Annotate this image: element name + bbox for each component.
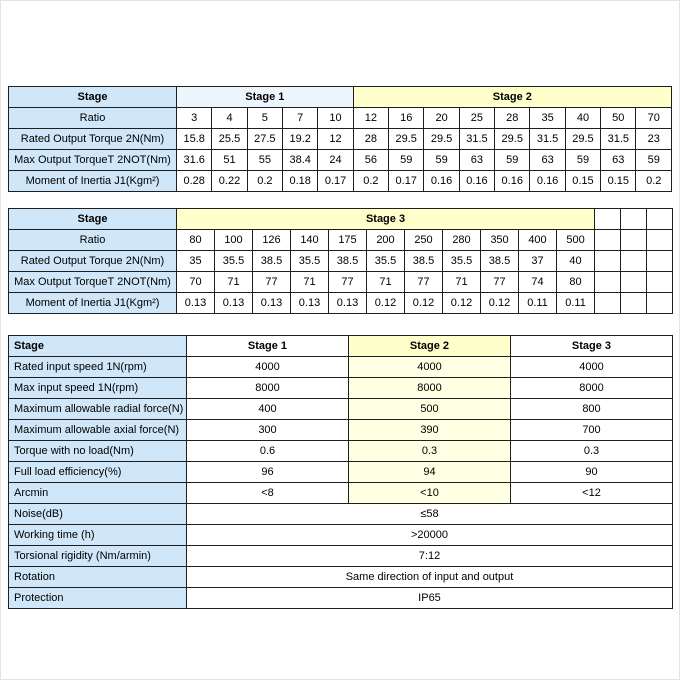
spec-value-cell: 28	[353, 129, 388, 150]
empty-cell	[647, 209, 673, 230]
spec-value-cell: 28	[495, 108, 530, 129]
spec-value-cell: 40	[557, 251, 595, 272]
stage-column-header: Stage	[9, 209, 177, 230]
spec-value-cell: 71	[443, 272, 481, 293]
spec-value-cell: 40	[565, 108, 600, 129]
spec-value-cell: 37	[519, 251, 557, 272]
spec-value-cell: 31.5	[459, 129, 494, 150]
spec-value-cell: 24	[318, 150, 353, 171]
spec-value-cell: 59	[565, 150, 600, 171]
empty-cell	[621, 230, 647, 251]
spec-row-label: Rotation	[9, 567, 187, 588]
spec-value-cell: 0.12	[367, 293, 405, 314]
spec-value-cell: 63	[530, 150, 565, 171]
spec-value-cell: 56	[353, 150, 388, 171]
spec-row-label: Rated Output Torque 2N(Nm)	[9, 129, 177, 150]
spec-value-cell: 0.12	[481, 293, 519, 314]
spec-value-cell: 71	[215, 272, 253, 293]
table-row	[9, 483, 673, 504]
spec-value-cell: 300	[187, 420, 349, 441]
spec-row-label: Max Output TorqueT 2NOT(Nm)	[9, 150, 177, 171]
spec-value-cell: 71	[291, 272, 329, 293]
spec-value-cell: 29.5	[495, 129, 530, 150]
spec-value-cell: 94	[349, 462, 511, 483]
spec-value-cell: 0.2	[636, 171, 672, 192]
spec-value-cell: 175	[329, 230, 367, 251]
spec-value-cell: 23	[636, 129, 672, 150]
table-row	[9, 209, 673, 230]
spec-value-cell: 800	[511, 399, 673, 420]
spec-value-cell: 63	[459, 150, 494, 171]
spec-value-cell: 7:12	[187, 546, 673, 567]
stage1-group-header: Stage 1	[177, 87, 354, 108]
spec-value-cell: 700	[511, 420, 673, 441]
spec-row-label: Noise(dB)	[9, 504, 187, 525]
spec-value-cell: 63	[601, 150, 636, 171]
spec-value-cell: 12	[318, 129, 353, 150]
spec-value-cell: 0.13	[177, 293, 215, 314]
spec-value-cell: 8000	[511, 378, 673, 399]
spec-value-cell: 0.18	[283, 171, 318, 192]
spec-value-cell: 0.13	[215, 293, 253, 314]
spec-value-cell: 59	[389, 150, 424, 171]
spec-value-cell: 70	[636, 108, 672, 129]
spec-value-cell: 3	[177, 108, 212, 129]
empty-cell	[621, 272, 647, 293]
spec-row-label: Moment of Inertia J1(Kgm²)	[9, 293, 177, 314]
spec-value-cell: 90	[511, 462, 673, 483]
spec-value-cell: 400	[187, 399, 349, 420]
table-row	[9, 293, 673, 314]
spec-value-cell: 15.8	[177, 129, 212, 150]
spec-row-label: Ratio	[9, 108, 177, 129]
spec-value-cell: 77	[253, 272, 291, 293]
spec-value-cell: 350	[481, 230, 519, 251]
spec-value-cell: 25	[459, 108, 494, 129]
table-row	[9, 87, 672, 108]
spec-row-label: Ratio	[9, 230, 177, 251]
spec-row-label: Torque with no load(Nm)	[9, 441, 187, 462]
spec-value-cell: 4000	[187, 357, 349, 378]
stage1-column-header: Stage 1	[187, 336, 349, 357]
spec-row-label: Moment of Inertia J1(Kgm²)	[9, 171, 177, 192]
spec-value-cell: 38.5	[253, 251, 291, 272]
spec-value-cell: 35.5	[443, 251, 481, 272]
empty-cell	[621, 209, 647, 230]
spec-value-cell: 0.12	[443, 293, 481, 314]
spec-value-cell: Same direction of input and output	[187, 567, 673, 588]
empty-cell	[595, 293, 621, 314]
spec-value-cell: 280	[443, 230, 481, 251]
spec-value-cell: 35	[530, 108, 565, 129]
spec-value-cell: 7	[283, 108, 318, 129]
spec-row-label: Full load efficiency(%)	[9, 462, 187, 483]
spec-value-cell: 29.5	[389, 129, 424, 150]
spec-value-cell: 0.16	[530, 171, 565, 192]
spec-value-cell: 0.16	[459, 171, 494, 192]
spec-value-cell: 31.5	[530, 129, 565, 150]
table-row	[9, 567, 673, 588]
spec-value-cell: 35.5	[215, 251, 253, 272]
spec-value-cell: 12	[353, 108, 388, 129]
spec-value-cell: 0.16	[495, 171, 530, 192]
spec-value-cell: 0.11	[557, 293, 595, 314]
spec-value-cell: 59	[495, 150, 530, 171]
spec-value-cell: 0.2	[247, 171, 282, 192]
table-row	[9, 272, 673, 293]
spec-value-cell: 80	[557, 272, 595, 293]
stage-column-header: Stage	[9, 87, 177, 108]
spec-value-cell: 27.5	[247, 129, 282, 150]
spec-row-label: Max input speed 1N(rpm)	[9, 378, 187, 399]
spec-value-cell: 500	[349, 399, 511, 420]
table-row	[9, 336, 673, 357]
spec-value-cell: <10	[349, 483, 511, 504]
spec-value-cell: 126	[253, 230, 291, 251]
spec-value-cell: 10	[318, 108, 353, 129]
table-row	[9, 420, 673, 441]
spec-value-cell: 0.13	[253, 293, 291, 314]
empty-cell	[647, 293, 673, 314]
spec-value-cell: 0.28	[177, 171, 212, 192]
spec-row-label: Rated Output Torque 2N(Nm)	[9, 251, 177, 272]
spec-value-cell: 29.5	[565, 129, 600, 150]
table-row	[9, 525, 673, 546]
spec-value-cell: 51	[212, 150, 247, 171]
spec-value-cell: 31.6	[177, 150, 212, 171]
spec-value-cell: 0.17	[389, 171, 424, 192]
table-row	[9, 441, 673, 462]
spec-value-cell: <12	[511, 483, 673, 504]
spec-row-label: Working time (h)	[9, 525, 187, 546]
table-row	[9, 251, 673, 272]
spec-tables-container	[8, 86, 672, 609]
spec-value-cell: 0.16	[424, 171, 459, 192]
spec-value-cell: 71	[367, 272, 405, 293]
spec-value-cell: 35.5	[291, 251, 329, 272]
table-row	[9, 171, 672, 192]
spec-row-label: Torsional rigidity (Nm/armin)	[9, 546, 187, 567]
empty-cell	[621, 251, 647, 272]
spec-value-cell: 400	[519, 230, 557, 251]
table-row	[9, 399, 673, 420]
empty-cell	[595, 272, 621, 293]
stage2-group-header: Stage 2	[353, 87, 671, 108]
spec-value-cell: 140	[291, 230, 329, 251]
stage3-group-header: Stage 3	[177, 209, 595, 230]
spec-value-cell: 0.13	[291, 293, 329, 314]
spec-value-cell: 0.17	[318, 171, 353, 192]
spec-value-cell: 70	[177, 272, 215, 293]
table-row	[9, 230, 673, 251]
spec-value-cell: 0.6	[187, 441, 349, 462]
table-row	[9, 504, 673, 525]
spec-row-label: Max Output TorqueT 2NOT(Nm)	[9, 272, 177, 293]
table-row	[9, 462, 673, 483]
spec-value-cell: >20000	[187, 525, 673, 546]
spec-value-cell: 31.5	[601, 129, 636, 150]
spec-value-cell: 55	[247, 150, 282, 171]
spec-value-cell: 29.5	[424, 129, 459, 150]
table-row	[9, 357, 673, 378]
table-row	[9, 378, 673, 399]
empty-cell	[595, 230, 621, 251]
spec-value-cell: 20	[424, 108, 459, 129]
spec-value-cell: 0.15	[565, 171, 600, 192]
spec-value-cell: 200	[367, 230, 405, 251]
stage3-spec-table	[8, 208, 673, 314]
stage12-spec-table	[8, 86, 672, 192]
spec-value-cell: 0.3	[511, 441, 673, 462]
spec-value-cell: 59	[636, 150, 672, 171]
stage-column-header: Stage	[9, 336, 187, 357]
spec-value-cell: 390	[349, 420, 511, 441]
spec-value-cell: 59	[424, 150, 459, 171]
spec-value-cell: 25.5	[212, 129, 247, 150]
spec-value-cell: 0.3	[349, 441, 511, 462]
spec-value-cell: 50	[601, 108, 636, 129]
spec-value-cell: 0.22	[212, 171, 247, 192]
spec-value-cell: 80	[177, 230, 215, 251]
empty-cell	[621, 293, 647, 314]
spec-value-cell: 0.13	[329, 293, 367, 314]
table-row	[9, 129, 672, 150]
empty-cell	[647, 272, 673, 293]
empty-cell	[647, 251, 673, 272]
spec-value-cell: 100	[215, 230, 253, 251]
general-spec-table	[8, 335, 673, 609]
spec-row-label: Maximum allowable axial force(N)	[9, 420, 187, 441]
spec-value-cell: <8	[187, 483, 349, 504]
spec-value-cell: 8000	[349, 378, 511, 399]
spec-value-cell: 38.5	[481, 251, 519, 272]
spec-value-cell: 77	[329, 272, 367, 293]
spec-value-cell: IP65	[187, 588, 673, 609]
spec-value-cell: 35	[177, 251, 215, 272]
spec-value-cell: 38.4	[283, 150, 318, 171]
spec-value-cell: 16	[389, 108, 424, 129]
spec-value-cell: 38.5	[405, 251, 443, 272]
spec-value-cell: 77	[481, 272, 519, 293]
table-row	[9, 588, 673, 609]
spec-value-cell: 4000	[511, 357, 673, 378]
spec-value-cell: 74	[519, 272, 557, 293]
spec-value-cell: 35.5	[367, 251, 405, 272]
spec-value-cell: 77	[405, 272, 443, 293]
spec-row-label: Arcmin	[9, 483, 187, 504]
spec-value-cell: 250	[405, 230, 443, 251]
stage3-column-header: Stage 3	[511, 336, 673, 357]
spec-value-cell: 0.2	[353, 171, 388, 192]
spec-value-cell: 38.5	[329, 251, 367, 272]
spec-row-label: Rated input speed 1N(rpm)	[9, 357, 187, 378]
spec-row-label: Maximum allowable radial force(N)	[9, 399, 187, 420]
spec-value-cell: 4000	[349, 357, 511, 378]
spec-value-cell: 96	[187, 462, 349, 483]
table-row	[9, 108, 672, 129]
empty-cell	[595, 209, 621, 230]
spec-value-cell: 500	[557, 230, 595, 251]
spec-row-label: Protection	[9, 588, 187, 609]
empty-cell	[595, 251, 621, 272]
spec-value-cell: 5	[247, 108, 282, 129]
spec-value-cell: 8000	[187, 378, 349, 399]
spec-value-cell: 0.15	[601, 171, 636, 192]
table-row	[9, 150, 672, 171]
spec-value-cell: 19.2	[283, 129, 318, 150]
stage2-column-header: Stage 2	[349, 336, 511, 357]
table-row	[9, 546, 673, 567]
spec-value-cell: ≤58	[187, 504, 673, 525]
spec-value-cell: 0.12	[405, 293, 443, 314]
empty-cell	[647, 230, 673, 251]
spec-value-cell: 0.11	[519, 293, 557, 314]
spec-value-cell: 4	[212, 108, 247, 129]
